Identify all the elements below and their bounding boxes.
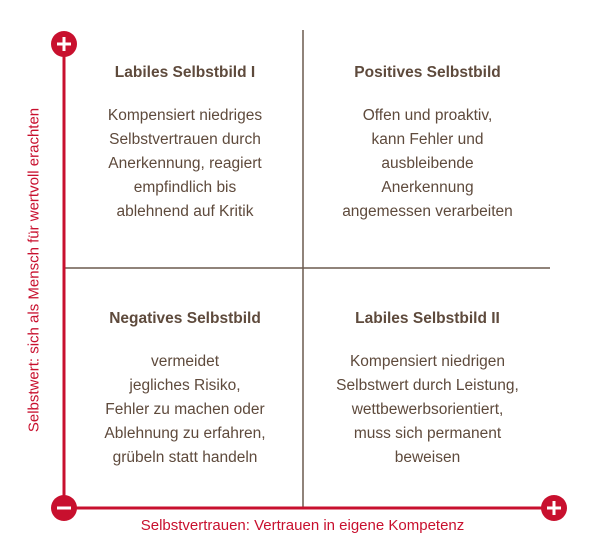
y-axis-plus-icon — [51, 31, 77, 57]
description-line: grübeln statt handeln — [112, 449, 258, 466]
description-line: Ablehnung zu erfahren, — [104, 425, 266, 442]
description-line: kann Fehler und — [371, 131, 484, 148]
quadrant-description — [70, 350, 300, 470]
description-line: jegliches Risiko, — [129, 377, 241, 394]
quadrant-description — [70, 104, 300, 224]
quadrant-top-right — [310, 64, 545, 224]
quadrant-bottom-right — [310, 310, 545, 470]
quadrant-description — [310, 350, 545, 470]
description-line: Offen und proaktiv, — [362, 107, 493, 124]
quadrant-title: Labiles Selbstbild I — [114, 64, 256, 81]
quadrant-title: Positives Selbstbild — [354, 64, 501, 81]
description-line: beweisen — [394, 449, 461, 466]
description-line: Anerkennung — [381, 179, 474, 196]
description-line: Kompensiert niedrigen — [349, 353, 506, 370]
quadrant-description — [310, 104, 545, 224]
description-line: empfindlich bis — [133, 179, 237, 196]
quadrant-top-left — [70, 64, 300, 224]
description-line: muss sich permanent — [353, 425, 502, 442]
description-line: Selbstvertrauen durch — [109, 131, 261, 148]
description-line: Fehler zu machen oder — [105, 401, 265, 418]
y-axis-label: Selbstwert: sich als Mensch für wertvoll erachten — [25, 107, 43, 433]
quadrant-title: Negatives Selbstbild — [109, 310, 261, 327]
description-line: angemessen verarbeiten — [342, 203, 513, 220]
description-line: ausbleibende — [381, 155, 474, 172]
description-line: Selbstwert durch Leistung, — [336, 377, 519, 394]
description-line: wettbewerbsorientiert, — [351, 401, 504, 418]
description-line: vermeidet — [150, 353, 220, 370]
description-line: Anerkennung, reagiert — [108, 155, 262, 172]
quadrant-bottom-left — [70, 310, 300, 470]
description-line: ablehnend auf Kritik — [116, 203, 254, 220]
description-line: Kompensiert niedriges — [107, 107, 263, 124]
quadrant-title: Labiles Selbstbild II — [355, 310, 500, 327]
x-axis-label: Selbstvertrauen: Vertrauen in eigene Kompetenz — [140, 517, 465, 534]
